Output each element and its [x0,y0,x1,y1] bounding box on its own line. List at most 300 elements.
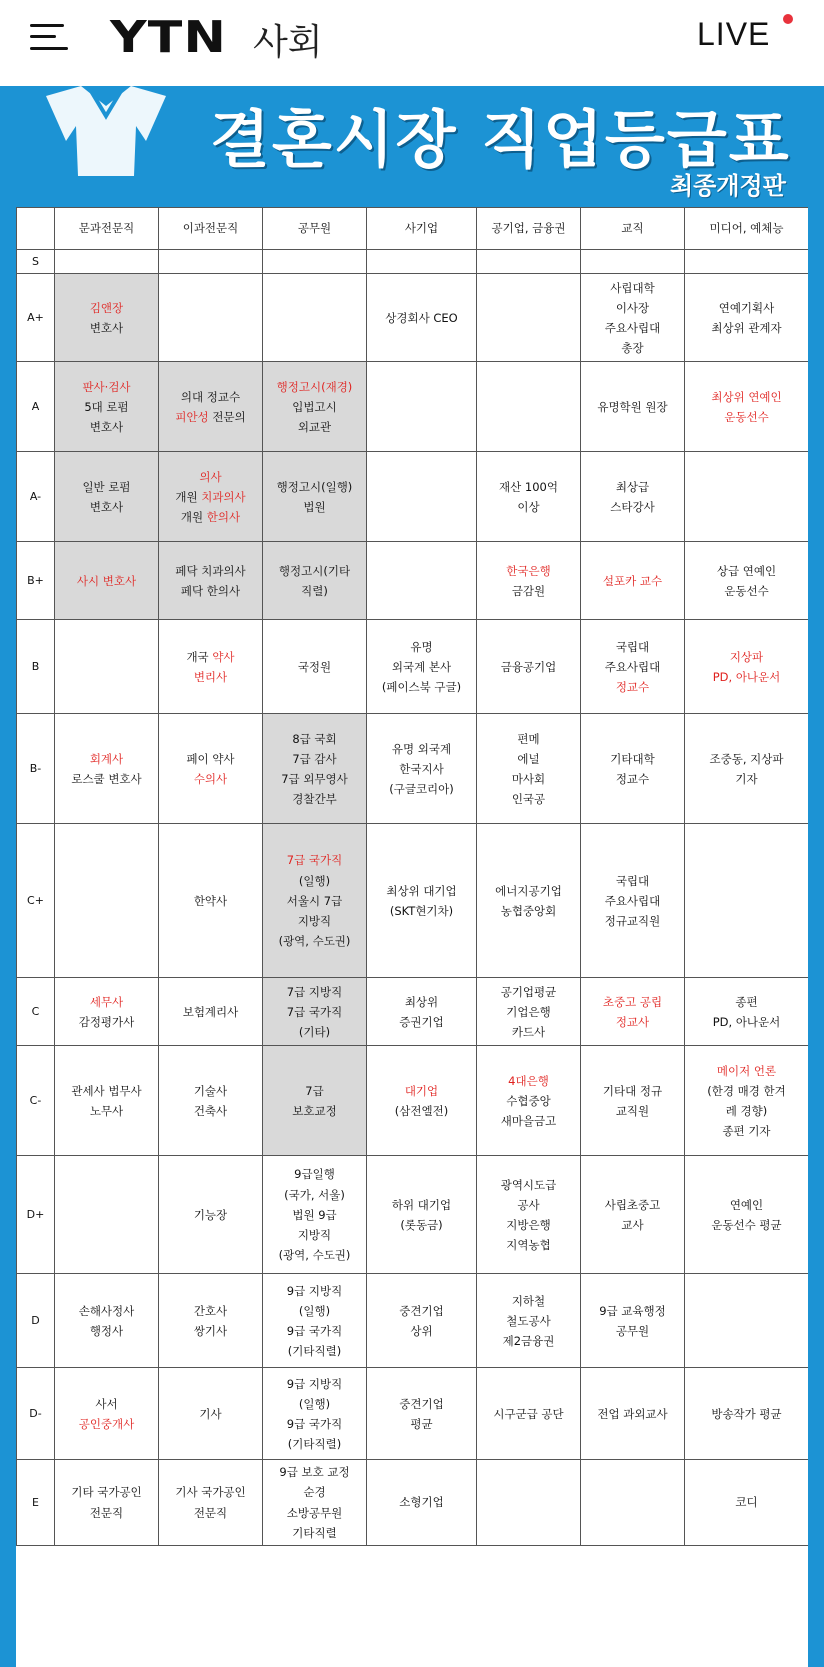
table-cell [685,274,809,362]
cell-text: 주요사립대 [604,893,661,908]
cell-text: 종편 기자 [722,1123,771,1138]
cell-text: 4대은행 [508,1073,549,1088]
cell-text: 공무원 [615,1323,650,1338]
cell-text: 9급 국가직 [286,1416,343,1431]
table-cell [685,542,809,620]
table-row [17,452,809,542]
table-cell [367,1368,477,1460]
table-cell [55,1274,159,1368]
cell-text: 7급 [305,1083,324,1098]
cell-text: 7급 지방직 [286,984,343,999]
cell-text: 회계사 [89,751,124,766]
cell-text: 운동선수 평균 [711,1217,782,1232]
column-header: 공무원 [263,208,367,250]
cell-text: 기술사 [193,1083,228,1098]
table-cell [367,452,477,542]
cell-text: 9급 지방직 [286,1283,343,1298]
table-cell [263,1460,367,1546]
cell-text: 사립대학 [610,280,655,295]
table-cell [367,542,477,620]
grade-label: C [17,978,55,1046]
cell-text: 기타 국가공인 [71,1485,142,1500]
table-cell [367,274,477,362]
cell-text: 국정원 [297,659,332,674]
table-cell [477,714,581,824]
cell-text: 이사장 [615,300,650,315]
graduation-gown-icon [26,86,186,176]
table-cell [581,824,685,978]
cell-text: 지하철 [511,1293,546,1308]
table-cell [159,978,263,1046]
cell-text: 순경 [303,1485,326,1500]
table-cell [477,250,581,274]
column-header: 사기업 [367,208,477,250]
table-cell [159,274,263,362]
table-cell [263,978,367,1046]
column-header: 공기업, 금융권 [477,208,581,250]
cell-text: 종편 [735,994,758,1009]
cell-text: 수의사 [193,771,228,786]
table-cell [159,250,263,274]
cell-text: (일행) [298,873,331,888]
cell-text: 9급 교육행정 [599,1303,666,1318]
cell-text: 금감원 [511,583,546,598]
table-cell [477,824,581,978]
table-cell [159,362,263,452]
cell-text: 행정고시(기타 [278,563,351,578]
table-cell [685,1368,809,1460]
cell-text: 철도공사 [506,1313,551,1328]
cell-text: 인국공 [511,791,546,806]
cell-text: 변호사 [89,499,124,514]
column-header: 이과전문직 [159,208,263,250]
cell-text: 기능장 [193,1207,228,1222]
cell-text: 국립대 [615,639,650,654]
cell-text: 유명학원 원장 [597,399,668,414]
cell-text: 금융공기업 [500,659,557,674]
cell-text: 농협중앙회 [500,903,557,918]
grade-label: D [17,1274,55,1368]
cell-text: 초중고 공립 [602,994,663,1009]
cell-text: 방송작가 평균 [711,1406,782,1421]
table-cell [263,362,367,452]
table-row [17,1156,809,1274]
cell-text: 사서 [95,1396,118,1411]
cell-text: 에널 [517,751,540,766]
table-cell [685,250,809,274]
cell-text: 국립대 [615,873,650,888]
grade-label: C- [17,1046,55,1156]
table-cell [685,1046,809,1156]
table-row [17,714,809,824]
table-cell [263,1046,367,1156]
cell-text: 최상위 연예인 [711,389,782,404]
cell-text: 소형기업 [399,1495,444,1510]
cell-text: 7급 감사 [292,751,337,766]
cell-text: 한국은행 [506,563,551,578]
cell-text: 정교수 [615,771,650,786]
cell-text: (기타직렬) [287,1343,342,1358]
cell-text: 전업 과외교사 [597,1406,668,1421]
cell-text: 치과의사 [201,489,246,504]
hamburger-menu-icon[interactable] [30,22,70,52]
table-cell [477,452,581,542]
table-cell [581,714,685,824]
table-cell [581,542,685,620]
cell-text: 페이 약사 [186,751,235,766]
cell-text: 사립초중고 [604,1197,661,1212]
table-cell [367,1156,477,1274]
cell-text: (광역, 수도권) [278,1247,351,1262]
cell-text: 9급일행 [294,1167,335,1182]
cell-text: 직렬) [301,583,328,598]
table-row [17,1460,809,1546]
cell-text: 7급 국가직 [286,853,343,868]
table-cell [55,824,159,978]
cell-text: 정교수 [615,679,650,694]
table-cell [581,274,685,362]
cell-text: 기사 [199,1406,222,1421]
table-cell [581,362,685,452]
cell-text: 중견기업 [399,1396,444,1411]
table-cell [367,1046,477,1156]
table-cell [159,452,263,542]
cell-text: 지역농협 [506,1237,551,1252]
cell-text: 교직원 [615,1103,650,1118]
cell-text: 이상 [517,499,540,514]
table-row [17,1368,809,1460]
live-indicator-dot [783,14,793,24]
cell-text: 상경회사 CEO [385,310,458,325]
cell-text: 관세사 법무사 [71,1083,142,1098]
cell-text: 입법고시 [292,399,337,414]
table-cell [685,824,809,978]
cell-text: 정규교직원 [604,913,661,928]
table-cell [55,1156,159,1274]
cell-text: (기타) [298,1024,331,1039]
table-cell [367,250,477,274]
grade-label: E [17,1460,55,1546]
cell-text: 기사 국가공인 [175,1485,246,1500]
table-cell [55,1046,159,1156]
table-body [17,250,809,1546]
cell-text: (구글코리아) [389,781,454,796]
table-header-row [17,208,809,250]
table-cell [685,1274,809,1368]
header-corner-cell [17,208,55,250]
table-cell [477,1156,581,1274]
cell-text: (광역, 수도권) [278,933,351,948]
cell-text: 판사·검사 [82,379,131,394]
table-cell [581,1274,685,1368]
table-cell [477,1046,581,1156]
cell-text: 간호사 [193,1303,228,1318]
cell-text: 9급 보호 교정 [279,1465,350,1480]
cell-text: 피안성 [175,409,209,424]
cell-text: 김앤장 [89,300,124,315]
table-cell [685,1156,809,1274]
cell-text: 기타대 정규 [602,1083,663,1098]
cell-text: 쌍기사 [193,1323,228,1338]
cell-text: 스타강사 [610,499,655,514]
cell-text: 최상위 대기업 [386,883,457,898]
cell-text: 최상급 [615,479,650,494]
cell-text: 운동선수 [724,409,769,424]
cell-text: 변리사 [193,669,228,684]
table-cell [263,620,367,714]
job-grade-table [16,207,808,1546]
cell-text: 기업은행 [506,1004,551,1019]
cell-text: 서울시 7급 [286,893,343,908]
table-cell [477,1460,581,1546]
cell-text: 9급 국가직 [286,1323,343,1338]
table-cell [263,542,367,620]
table-cell [685,978,809,1046]
cell-text: 최상위 [404,994,439,1009]
cell-text: 전문의 [208,409,246,424]
table-cell [367,1274,477,1368]
cell-text: 주요사립대 [604,320,661,335]
table-row [17,1274,809,1368]
ytn-logo[interactable]: YTN [110,12,227,63]
cell-text: 건축사 [193,1103,228,1118]
table-cell [367,620,477,714]
cell-text: 한약사 [193,893,228,908]
grade-label: D- [17,1368,55,1460]
table-cell [581,1046,685,1156]
cell-text: 개원 [175,489,202,504]
table-cell [367,824,477,978]
table-cell [367,1460,477,1546]
cell-text: 연예인 [729,1197,764,1212]
cell-text: 공기업평균 [500,984,557,999]
table-cell [159,1274,263,1368]
cell-text: 7급 외무영사 [281,771,348,786]
cell-text: 유명 외국계 [391,741,452,756]
cell-text: 수협중앙 [506,1093,551,1108]
table-cell [159,1368,263,1460]
table-cell [581,978,685,1046]
table-cell [477,1274,581,1368]
cell-text: 코디 [735,1495,758,1510]
cell-text: 설포카 교수 [602,573,663,588]
cell-text: 지방직 [297,1227,332,1242]
cell-text: 기타직렬 [292,1525,337,1540]
cell-text: 지방직 [297,913,332,928]
cell-text: 로스쿨 변호사 [71,771,142,786]
cell-text: (기타직렬) [287,1436,342,1451]
cell-text: 에너지공기업 [495,883,562,898]
cell-text: 광역시도급 [500,1177,557,1192]
cell-text: 지방은행 [506,1217,551,1232]
cell-text: 주요사립대 [604,659,661,674]
table-cell [55,714,159,824]
table-cell [477,274,581,362]
cell-text: 7급 국가직 [286,1004,343,1019]
cell-text: 카드사 [511,1024,546,1039]
cell-text: 일반 로펌 [82,479,131,494]
cell-text: 경찰간부 [292,791,337,806]
banner-title: 결혼시장 직업등급표 [210,103,791,176]
table-row [17,620,809,714]
table-row [17,362,809,452]
table-cell [263,714,367,824]
table-cell [685,452,809,542]
table-cell [263,274,367,362]
cell-text: 상위 [410,1323,433,1338]
cell-text: 전문직 [89,1505,124,1520]
table-cell [581,1156,685,1274]
grade-label: S [17,250,55,274]
cell-text: 시구군급 공단 [493,1406,564,1421]
cell-text: 보호교정 [292,1103,337,1118]
table-cell [263,1274,367,1368]
table-cell [159,620,263,714]
table-cell [685,620,809,714]
cell-text: (페이스북 구글) [381,679,462,694]
table-cell [55,1460,159,1546]
table-cell [477,362,581,452]
cell-text: 약사 [212,649,235,664]
cell-text: 보험계리사 [182,1004,239,1019]
table-cell [477,1368,581,1460]
table-cell [367,362,477,452]
cell-text: (국가, 서울) [284,1187,345,1202]
cell-text: (SKT현기차) [389,903,454,918]
cell-text: 총장 [621,340,644,355]
table-row [17,274,809,362]
cell-text: 행정고시(일행) [276,479,353,494]
cell-text: (삼전엘전) [394,1103,449,1118]
grade-label: B [17,620,55,714]
cell-text: 세무사 [89,994,124,1009]
table-cell [477,620,581,714]
table-row [17,1046,809,1156]
cell-text: 노무사 [89,1103,124,1118]
table-cell [685,1460,809,1546]
cell-text: 감정평가사 [78,1014,135,1029]
column-header: 문과전문직 [55,208,159,250]
cell-text: 공사 [517,1197,540,1212]
cell-text: 공인중개사 [78,1416,135,1431]
table-cell [581,1368,685,1460]
live-button[interactable]: LIVE [697,16,771,52]
table-row [17,824,809,978]
cell-text: 9급 지방직 [286,1376,343,1391]
cell-text: 운동선수 [724,583,769,598]
cell-text: 8급 국회 [292,731,337,746]
cell-text: 연예기획사 [718,300,775,315]
cell-text: 변호사 [89,419,124,434]
table-cell [263,1368,367,1460]
cell-text: 중견기업 [399,1303,444,1318]
table-row [17,542,809,620]
table-cell [159,1046,263,1156]
cell-text: 행정사 [89,1323,124,1338]
grade-label: A+ [17,274,55,362]
column-header: 미디어, 예체능 [685,208,809,250]
table-cell [55,362,159,452]
cell-text: 의대 정교수 [180,389,241,404]
cell-text: 레 경향) [725,1103,768,1118]
cell-text: 소방공무원 [286,1505,343,1520]
table-cell [55,1368,159,1460]
table-cell [477,542,581,620]
table-cell [581,1460,685,1546]
cell-text: 편메 [517,731,540,746]
table-cell [55,250,159,274]
cell-text: 하위 대기업 [391,1197,452,1212]
cell-text: 한의사 [206,509,241,524]
cell-text: 상급 연예인 [716,563,777,578]
cell-text: 메이저 언론 [716,1063,777,1078]
table-cell [55,542,159,620]
grade-label: C+ [17,824,55,978]
table-cell [55,452,159,542]
cell-text: 개국 [186,649,213,664]
grade-label: D+ [17,1156,55,1274]
table-cell [55,274,159,362]
column-header: 교직 [581,208,685,250]
cell-text: 기타대학 [610,751,655,766]
grade-label: B- [17,714,55,824]
cell-text: 사시 변호사 [76,573,137,588]
cell-text: 마사회 [511,771,546,786]
cell-text: 평균 [410,1416,433,1431]
cell-text: 교사 [621,1217,644,1232]
cell-text: 재산 100억 [499,479,558,494]
table-cell [159,1156,263,1274]
table-cell [367,714,477,824]
cell-text: (한경 매경 한겨 [707,1083,786,1098]
table-cell [263,250,367,274]
table-cell [159,714,263,824]
cell-text: (롯동금) [400,1217,443,1232]
table-cell [367,978,477,1046]
table-cell [581,620,685,714]
cell-text: 외교관 [297,419,332,434]
cell-text: 제2금융권 [502,1333,555,1348]
table-cell [685,362,809,452]
table-row [17,250,809,274]
cell-text: 손해사정사 [78,1303,135,1318]
cell-text: PD, 아나운서 [712,1014,781,1029]
table-cell [263,824,367,978]
table-cell [159,824,263,978]
cell-text: (일행) [298,1303,331,1318]
table-cell [581,452,685,542]
app-bar [0,0,824,72]
cell-text: 페닥 한의사 [180,583,241,598]
cell-text: 기자 [735,771,758,786]
cell-text: 지상파 [729,649,764,664]
table-cell [263,452,367,542]
section-title: 사회 [253,22,323,63]
cell-text: (일행) [298,1396,331,1411]
table-cell [55,620,159,714]
table-cell [263,1156,367,1274]
table-cell [685,714,809,824]
cell-text: 페닥 치과의사 [175,563,246,578]
grade-label: A- [17,452,55,542]
cell-text: 정교사 [615,1014,650,1029]
cell-text: 의사 [199,469,222,484]
cell-text: 외국계 본사 [391,659,452,674]
cell-text: 대기업 [404,1083,439,1098]
cell-text: 새마을금고 [500,1113,557,1128]
cell-text: 유명 [410,639,433,654]
cell-text: 변호사 [89,320,124,335]
